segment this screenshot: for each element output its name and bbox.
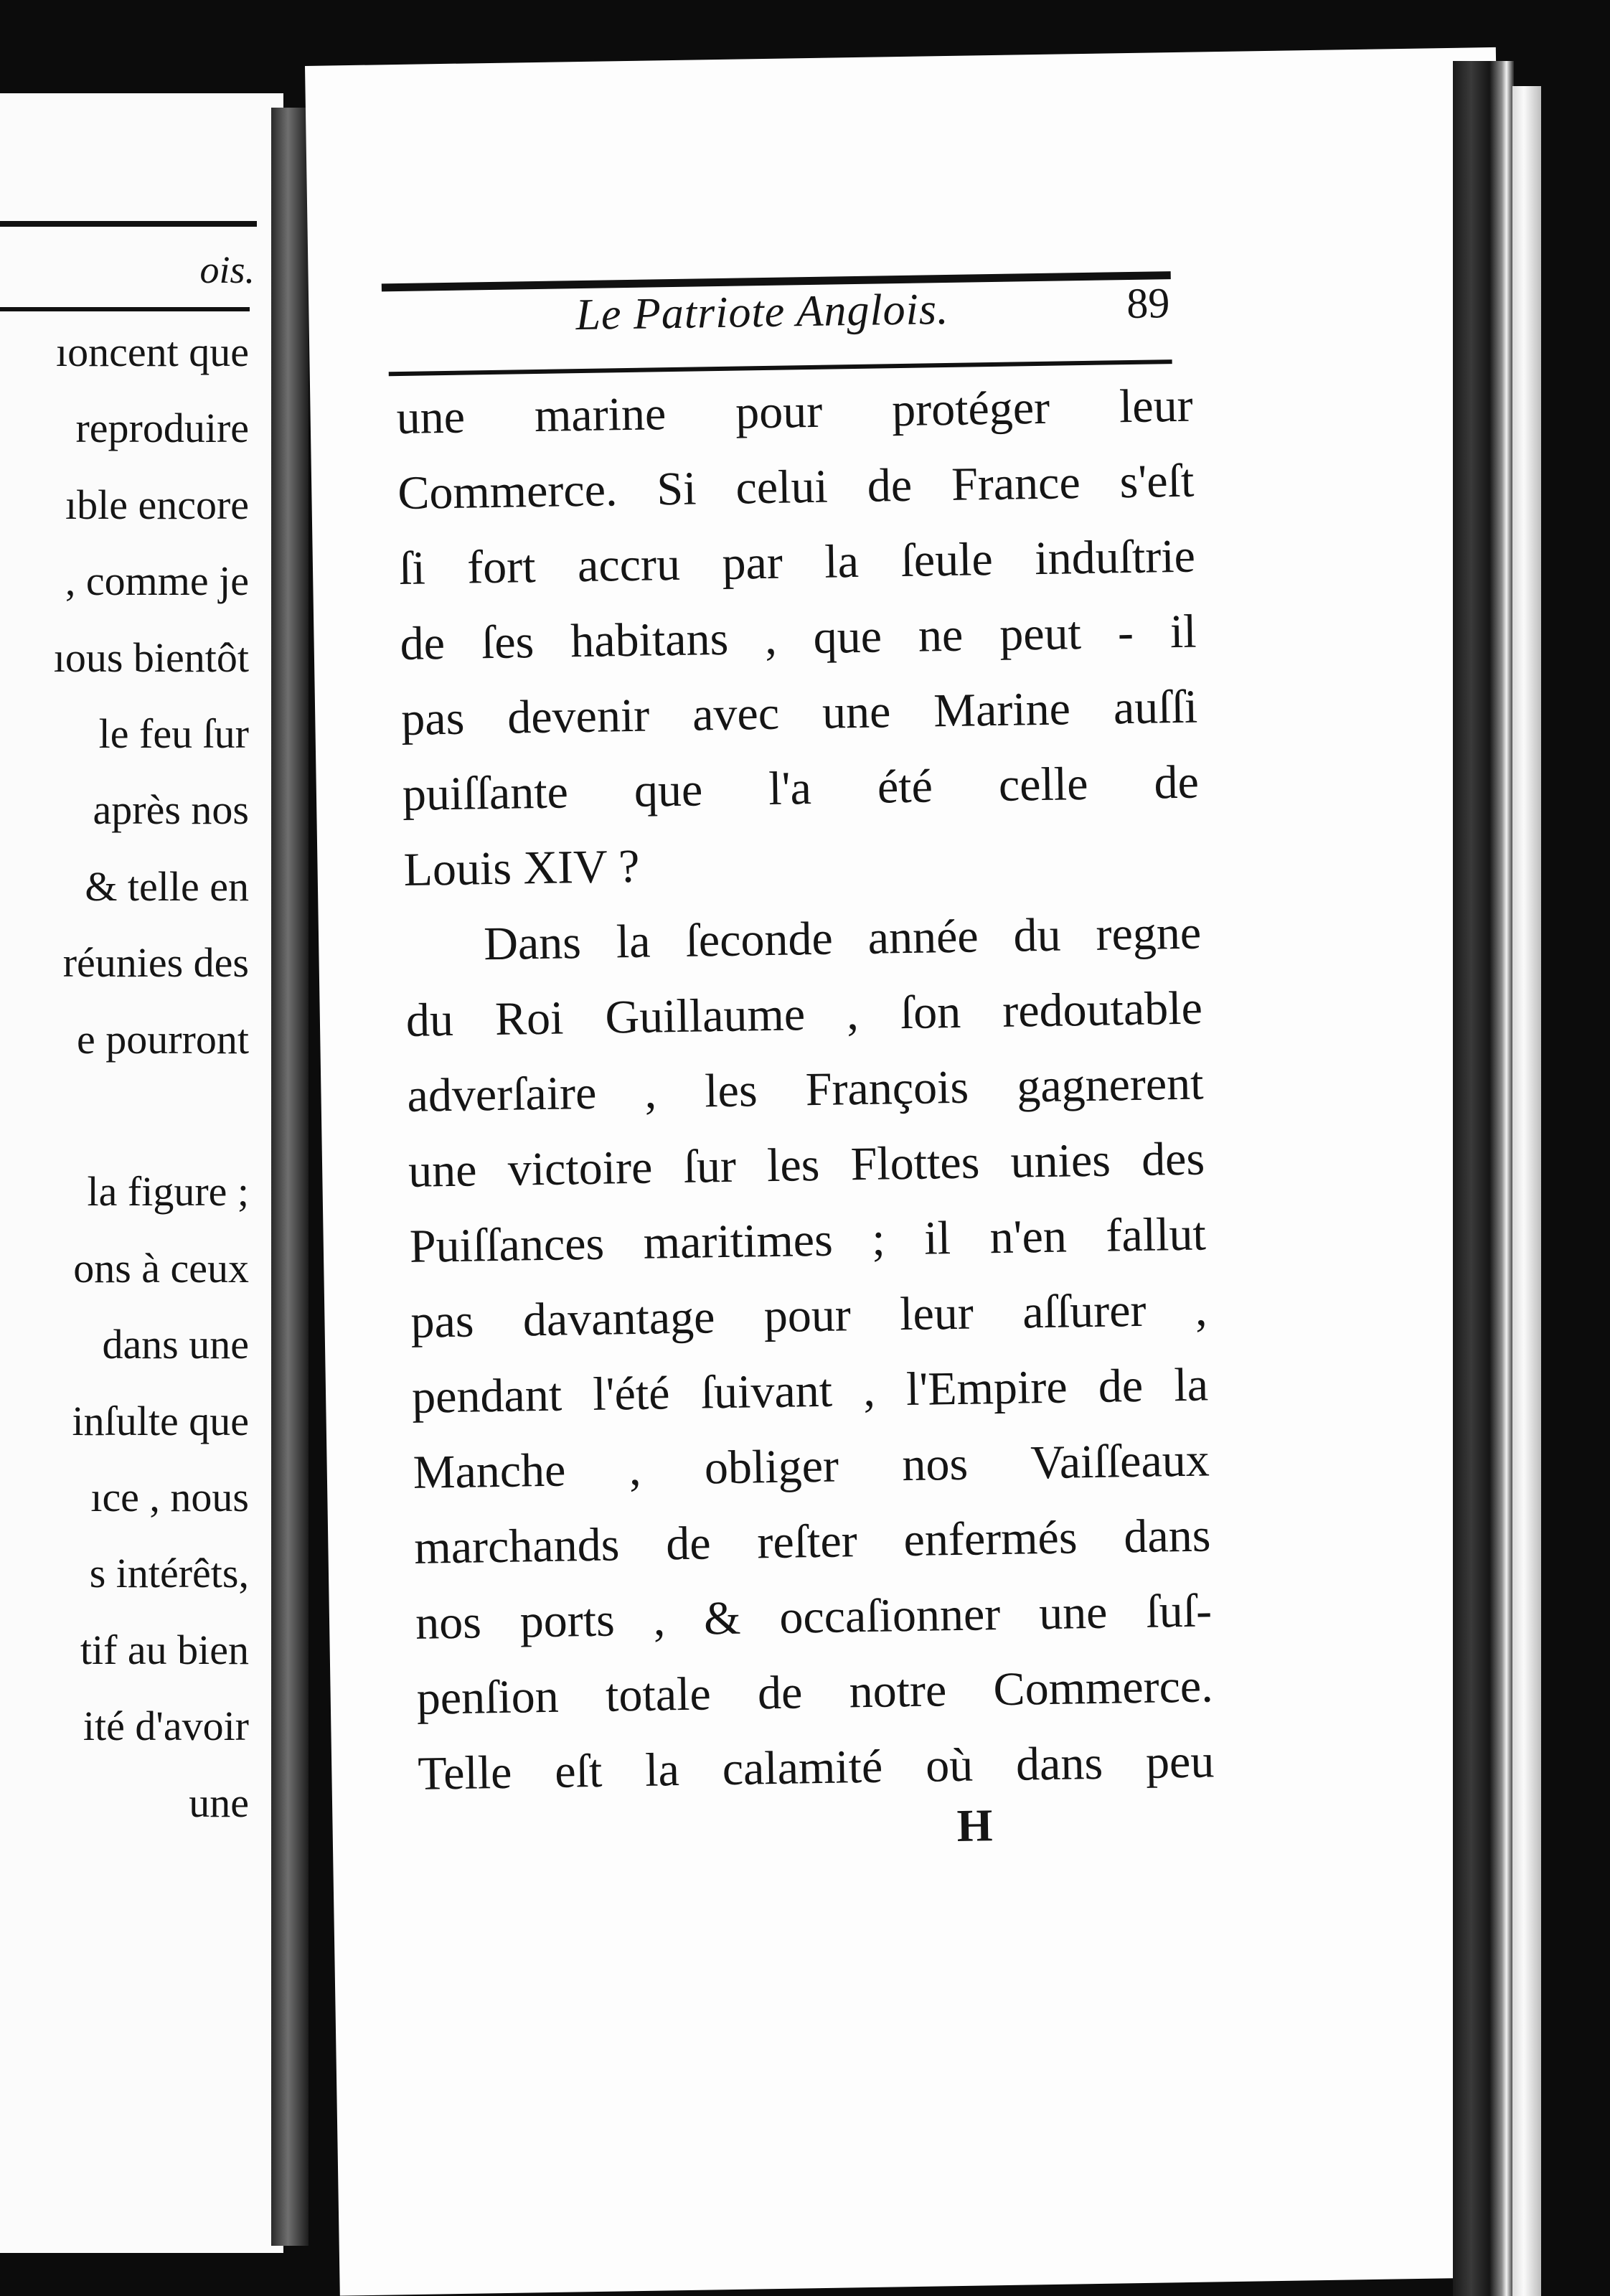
text-line: une victoire ſur les Flottes unies des — [408, 1132, 1205, 1198]
text-line: Commerce. Si celui de France s'eſt — [397, 454, 1195, 520]
text-line: marchands de reſter enfermés dans — [413, 1509, 1211, 1574]
left-text-line: inſulte que — [72, 1397, 249, 1444]
text-line: une marine pour protéger leur — [396, 379, 1194, 445]
text-line: pendant l'été ſuivant , l'Empire de la — [411, 1358, 1209, 1424]
running-head: Le Patriote Anglois. — [575, 284, 949, 340]
left-header-rule — [0, 221, 257, 227]
right-page — [305, 47, 1531, 2296]
text-line: penſion totale de notre Commerce. — [416, 1660, 1214, 1725]
left-text-line: réunies des — [62, 939, 249, 987]
fore-edge — [1512, 86, 1541, 2296]
text-line: Manche , obliger nos Vaiſſeaux — [413, 1434, 1210, 1499]
text-line: pas devenir avec une Marine auſſi — [400, 680, 1198, 745]
text-line: Telle eſt la calamité où dans peu — [417, 1735, 1215, 1800]
text-line: puiſſante que l'a été celle de — [402, 756, 1200, 821]
left-text-line: ıoncent que — [56, 329, 249, 375]
left-text-line: e pourront — [77, 1015, 249, 1063]
text-line: Puiſſances maritimes ; il n'en fallut — [409, 1208, 1207, 1273]
left-text-line: ıce , nous — [90, 1474, 249, 1520]
left-running-head: ois. — [199, 248, 255, 291]
left-text-line: la figure ; — [87, 1168, 249, 1215]
body-text — [396, 368, 1215, 1812]
text-line: ſi fort accru par la ſeule induſtrie — [398, 530, 1196, 596]
left-text-line: ons à ceux — [73, 1244, 249, 1292]
left-text-line: reproduire — [75, 405, 249, 452]
book-gutter — [271, 108, 309, 2246]
left-text-line: dans une — [102, 1321, 249, 1368]
paragraph-first-line: Dans la ſeconde année du regne — [483, 906, 1202, 971]
left-text-line: une — [189, 1779, 249, 1826]
text-line: adverſaire , les François gagnerent — [406, 1057, 1205, 1122]
text-line: pas davantage pour leur aſſurer , — [410, 1283, 1208, 1348]
text-line: nos ports , & occaſionner une ſuſ- — [415, 1584, 1213, 1650]
left-header-underline — [0, 307, 250, 311]
left-text-line: après nos — [93, 786, 249, 834]
left-page — [0, 93, 283, 2253]
page-number: 89 — [1126, 279, 1170, 328]
left-text-line: tif au bien — [80, 1626, 249, 1673]
left-text-line: & telle en — [85, 862, 249, 910]
text-line: du Roi Guillaume , ſon redoutable — [405, 982, 1203, 1047]
left-text-line: le feu ſur — [98, 710, 249, 757]
left-text-line: s intérêts, — [89, 1550, 249, 1597]
page-edge-shadow — [1453, 61, 1514, 2296]
left-text-line: ité d'avoir — [83, 1703, 249, 1750]
left-text-line: ıble encore — [65, 481, 249, 528]
left-text-line: , comme je — [65, 557, 249, 605]
text-line: de ſes habitans , que ne peut - il — [400, 605, 1197, 671]
signature-mark: H — [956, 1799, 993, 1852]
left-text-line: ıous bientôt — [53, 634, 249, 681]
text-line: Louis XIV ? — [403, 839, 640, 896]
